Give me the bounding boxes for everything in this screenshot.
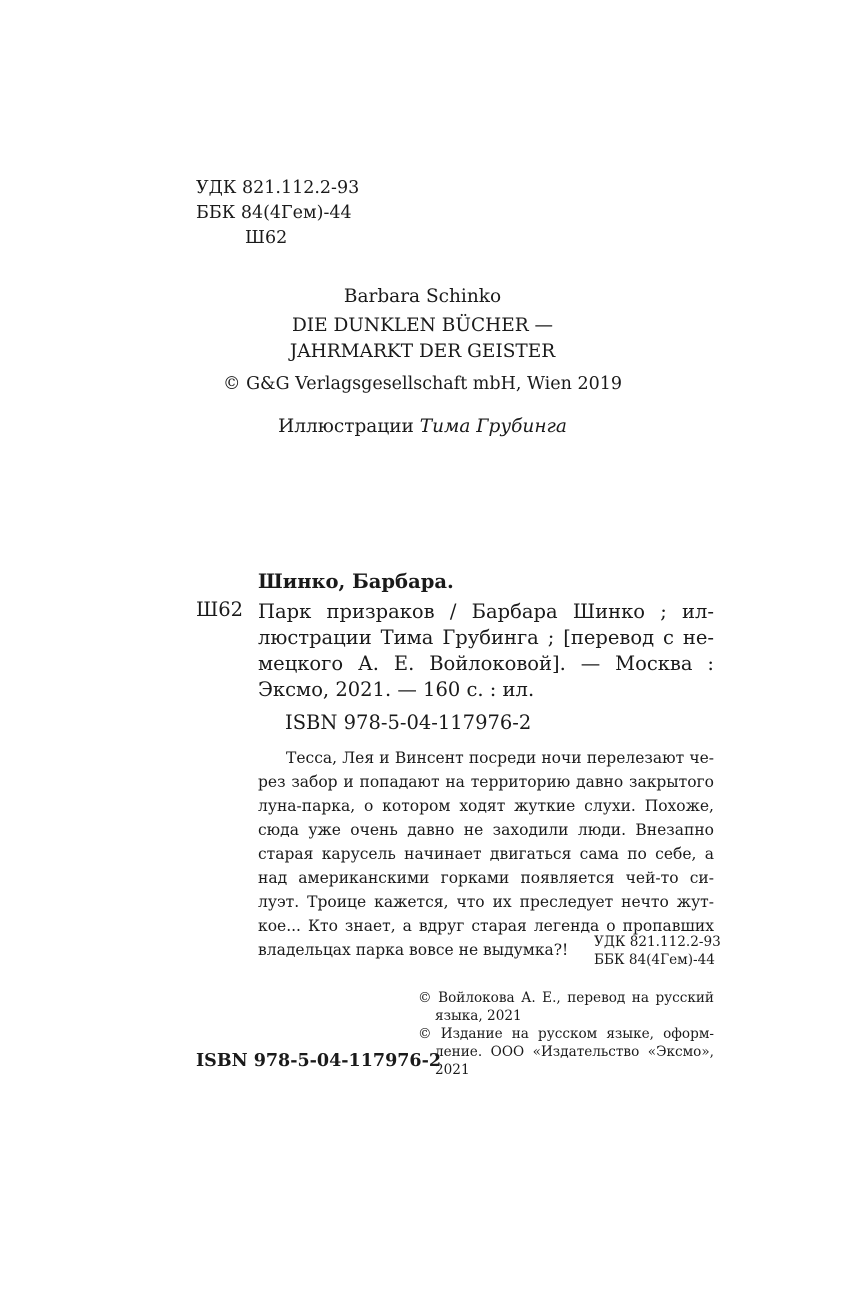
footer-copyright-line: 2021 — [435, 1062, 470, 1078]
footer-copyright-line: © Издание на русском языке, оформ- — [418, 1026, 714, 1042]
annotation-line: рез забор и попадают на территорию давно закрытого — [258, 773, 714, 791]
annotation-line: владельцах парка вовсе не выдумка?! — [258, 941, 569, 959]
annotation-line: кое... Кто знает, а вдруг старая легенда о пропавших — [258, 917, 714, 935]
author-mark: Ш62 — [245, 228, 288, 248]
catalog-isbn: ISBN 978-5-04-117976-2 — [285, 711, 532, 734]
catalog-line: люстрации Тима Грубинга ; [перевод с не- — [258, 626, 714, 649]
catalog-description — [258, 598, 714, 703]
annotation-line: сюда уже очень давно не заходили люди. Внезапно — [258, 821, 714, 839]
footer-copyright-line: языкa, 2021 — [435, 1008, 522, 1024]
illustrations-prefix: Иллюстрации — [278, 416, 414, 437]
original-copyright: © G&G Verlagsgesellschaft mbH, Wien 2019 — [223, 374, 622, 394]
footer-copyrights — [418, 989, 714, 1079]
original-author: Barbara Schinko — [343, 286, 502, 307]
footer-isbn: ISBN 978-5-04-117976-2 — [196, 1051, 442, 1071]
catalog-line: мецкого А. Е. Войлоковой]. — Москва : — [258, 652, 714, 675]
illustrator-name: Тима Грубинга — [419, 416, 567, 437]
annotation-text — [258, 746, 714, 962]
footer-copyright-line: © Войлокова А. Е., перевод на русский — [418, 990, 714, 1006]
catalog-line: Эксмо, 2021. — 160 с. : ил. — [258, 678, 535, 701]
catalog-heading: Шинко, Барбара. — [258, 570, 454, 593]
illustrations-credit — [0, 416, 845, 437]
annotation-line: Тесса, Лея и Винсент посреди ночи перелезают че- — [286, 749, 714, 767]
original-title-line-2: JAHRMARKT DER GEISTER — [289, 341, 556, 362]
catalog-line: Парк призраков / Барбара Шинко ; ил- — [258, 600, 714, 623]
annotation-line: луна-парка, о котором ходят жуткие слухи. Похоже, — [258, 797, 714, 815]
original-title-line-1: DIE DUNKLEN BÜCHER — — [291, 315, 554, 336]
annotation-line: над американскими горками появляется чей-то си- — [258, 869, 714, 887]
annotation-line: старая карусель начинает двигаться сама по себе, а — [258, 845, 714, 863]
annotation-line: луэт. Троице кажется, что их преследует нечто жут- — [258, 893, 714, 911]
annotation-udk: УДК 821.112.2-93 — [594, 934, 721, 950]
catalog-author-mark: Ш62 — [196, 598, 244, 621]
bbk-code: ББК 84(4Гем)-44 — [196, 203, 352, 223]
udk-code: УДК 821.112.2-93 — [196, 178, 360, 198]
annotation-bbk: ББК 84(4Гем)-44 — [594, 952, 715, 968]
footer-copyright-line: ление. ООО «Издательство «Эксмо», — [435, 1044, 714, 1060]
